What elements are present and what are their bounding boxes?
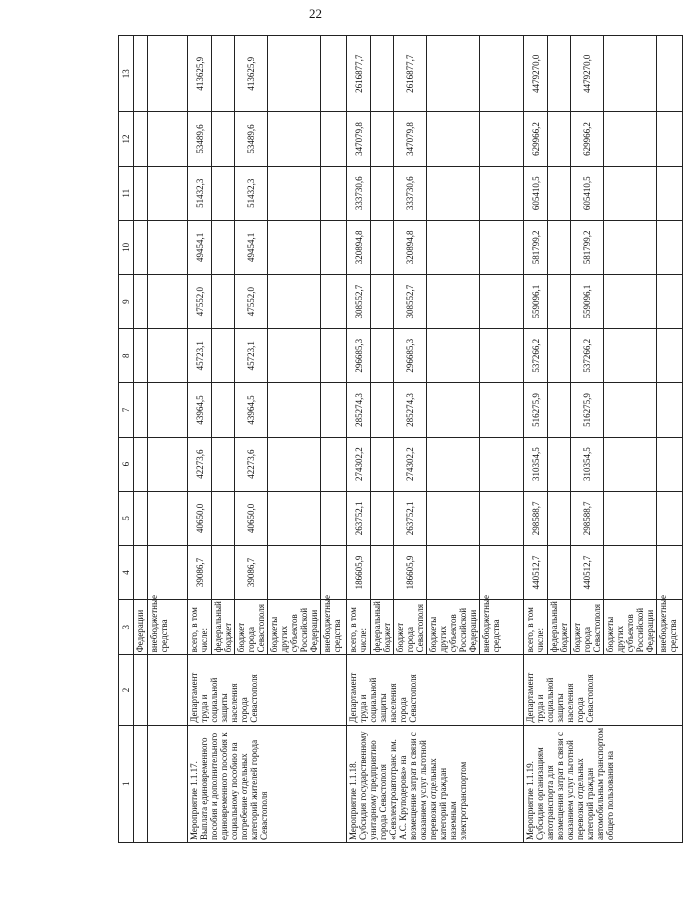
funding-source: внебюджетные средства	[480, 600, 524, 655]
value-cell	[268, 112, 321, 166]
value-cell: 413625,9	[235, 36, 268, 112]
column-number: 12	[119, 112, 134, 166]
column-number: 6	[119, 437, 134, 491]
value-cell: 296685,3	[347, 329, 371, 383]
value-cell	[371, 437, 394, 491]
executor: Департамент труда и социальной защиты населения города Севастополя	[524, 655, 683, 725]
value-cell	[321, 383, 347, 437]
value-cell: 333730,6	[394, 166, 427, 220]
value-cell: 310354,5	[571, 437, 604, 491]
value-cell: 186605,9	[347, 545, 371, 599]
value-cell	[148, 383, 188, 437]
funding-source: бюджет города Севастополя	[571, 600, 604, 655]
funding-source: всего, в том числе:	[524, 600, 548, 655]
value-cell	[657, 275, 683, 329]
value-cell: 559096,1	[524, 275, 548, 329]
value-cell: 308552,7	[347, 275, 371, 329]
value-cell	[212, 275, 235, 329]
activity-name: Мероприятие 1.1.18. Субсидия государственному унитарному предприятию города Севастополя «Севэлектроавтотранс им. А.С. Круподерова» на возмещение затрат в связи с оказанием услуг льготной перевозки отдельных категорий граждан наземным электротранспортом	[347, 725, 524, 842]
value-cell	[427, 383, 480, 437]
activity-row	[188, 36, 212, 843]
value-cell	[604, 545, 657, 599]
value-cell	[427, 220, 480, 274]
value-cell	[148, 437, 188, 491]
value-cell	[480, 545, 524, 599]
value-cell	[371, 545, 394, 599]
funding-source: всего, в том числе:	[347, 600, 371, 655]
value-cell: 42273,6	[188, 437, 212, 491]
funding-source: внебюджетные средства	[148, 600, 188, 655]
value-cell	[548, 437, 571, 491]
value-cell	[548, 329, 571, 383]
value-cell	[427, 166, 480, 220]
value-cell	[134, 329, 148, 383]
value-cell	[548, 383, 571, 437]
value-cell	[548, 112, 571, 166]
value-cell	[427, 36, 480, 112]
value-cell	[427, 545, 480, 599]
funding-source: бюджеты других субъектов Российской Федерации	[604, 600, 657, 655]
value-cell	[371, 36, 394, 112]
activity-name-cell	[134, 725, 148, 842]
value-cell: 516275,9	[571, 383, 604, 437]
value-cell	[321, 220, 347, 274]
value-cell	[148, 329, 188, 383]
value-cell	[371, 220, 394, 274]
value-cell	[321, 36, 347, 112]
value-cell	[657, 166, 683, 220]
value-cell: 347079,8	[347, 112, 371, 166]
value-cell: 47552,0	[235, 275, 268, 329]
value-cell: 42273,6	[235, 437, 268, 491]
value-cell	[604, 491, 657, 545]
value-cell: 49454,1	[188, 220, 212, 274]
value-cell	[548, 166, 571, 220]
column-number: 7	[119, 383, 134, 437]
value-cell: 51432,3	[188, 166, 212, 220]
column-number: 8	[119, 329, 134, 383]
value-cell	[657, 36, 683, 112]
value-cell	[480, 220, 524, 274]
value-cell: 285274,3	[394, 383, 427, 437]
value-cell: 440512,7	[571, 545, 604, 599]
activity-name: Мероприятие 1.1.19. Субсидия организациям автотранспорта для возмещения затрат в связи с оказанием услуг льготной перевозки отдельных категорий граждан автомобильным транспортом общего пользования на	[524, 725, 683, 842]
value-cell	[212, 166, 235, 220]
value-cell	[427, 329, 480, 383]
value-cell: 274302,2	[347, 437, 371, 491]
value-cell: 581799,2	[524, 220, 548, 274]
value-cell: 296685,3	[394, 329, 427, 383]
value-cell	[371, 491, 394, 545]
value-cell: 581799,2	[571, 220, 604, 274]
value-cell	[134, 275, 148, 329]
value-cell: 537266,2	[571, 329, 604, 383]
value-cell	[148, 166, 188, 220]
value-cell	[657, 491, 683, 545]
value-cell: 516275,9	[524, 383, 548, 437]
value-cell	[321, 112, 347, 166]
value-cell	[427, 437, 480, 491]
value-cell	[148, 112, 188, 166]
value-cell	[212, 36, 235, 112]
value-cell	[657, 545, 683, 599]
funding-source: федеральный бюджет	[548, 600, 571, 655]
value-cell	[480, 437, 524, 491]
value-cell: 605410,5	[524, 166, 548, 220]
funding-source: внебюджетные средства	[321, 600, 347, 655]
value-cell: 53489,6	[235, 112, 268, 166]
activity-name: Мероприятие 1.1.17. Выплата единовременного пособия и дополнительного единовременного пособия к социальному пособию на погребение отдельных категорий жителей города Севастополя	[188, 725, 347, 842]
value-cell	[268, 545, 321, 599]
value-cell	[212, 545, 235, 599]
value-cell	[134, 166, 148, 220]
value-cell	[548, 545, 571, 599]
value-cell	[604, 329, 657, 383]
value-cell: 263752,1	[347, 491, 371, 545]
value-cell	[480, 112, 524, 166]
activity-name-cell	[148, 725, 188, 842]
funding-source: бюджет города Севастополя	[235, 600, 268, 655]
value-cell	[321, 437, 347, 491]
value-cell	[321, 491, 347, 545]
column-number: 13	[119, 36, 134, 112]
activity-row	[524, 36, 548, 843]
value-cell	[604, 112, 657, 166]
value-cell	[604, 166, 657, 220]
column-number-row	[119, 36, 134, 843]
value-cell	[148, 545, 188, 599]
value-cell	[268, 329, 321, 383]
funding-source: федеральный бюджет	[371, 600, 394, 655]
column-number: 4	[119, 545, 134, 599]
page-number: 22	[309, 6, 322, 21]
value-cell: 440512,7	[524, 545, 548, 599]
value-cell	[604, 220, 657, 274]
value-cell	[480, 275, 524, 329]
value-cell	[212, 329, 235, 383]
funding-source: бюджеты других субъектов Российской Федерации	[268, 600, 321, 655]
value-cell	[657, 220, 683, 274]
value-cell	[657, 112, 683, 166]
value-cell	[321, 329, 347, 383]
executor-cell	[134, 655, 148, 725]
value-cell: 4479270,0	[571, 36, 604, 112]
value-cell: 4479270,0	[524, 36, 548, 112]
value-cell	[548, 275, 571, 329]
value-cell: 53489,6	[188, 112, 212, 166]
value-cell	[212, 112, 235, 166]
value-cell: 347079,8	[394, 112, 427, 166]
value-cell	[480, 383, 524, 437]
value-cell: 308552,7	[394, 275, 427, 329]
value-cell	[604, 437, 657, 491]
value-cell: 274302,2	[394, 437, 427, 491]
value-cell	[371, 166, 394, 220]
column-number: 5	[119, 491, 134, 545]
value-cell	[480, 491, 524, 545]
value-cell	[427, 275, 480, 329]
value-cell	[268, 491, 321, 545]
value-cell: 629966,2	[571, 112, 604, 166]
value-cell: 45723,1	[188, 329, 212, 383]
value-cell: 45723,1	[235, 329, 268, 383]
value-cell: 333730,6	[347, 166, 371, 220]
value-cell	[148, 220, 188, 274]
value-cell: 43964,5	[235, 383, 268, 437]
value-cell	[371, 329, 394, 383]
value-cell	[268, 383, 321, 437]
value-cell	[134, 491, 148, 545]
budget-table	[118, 35, 683, 843]
value-cell: 310354,5	[524, 437, 548, 491]
funding-source: внебюджетные средства	[657, 600, 683, 655]
value-cell: 413625,9	[188, 36, 212, 112]
value-cell: 47552,0	[188, 275, 212, 329]
rotated-table-container	[118, 35, 678, 843]
value-cell	[427, 112, 480, 166]
column-number: 9	[119, 275, 134, 329]
value-cell	[480, 329, 524, 383]
value-cell: 263752,1	[394, 491, 427, 545]
value-cell	[268, 36, 321, 112]
value-cell	[148, 275, 188, 329]
value-cell	[134, 220, 148, 274]
value-cell: 298588,7	[571, 491, 604, 545]
value-cell: 605410,5	[571, 166, 604, 220]
value-cell	[480, 166, 524, 220]
funding-source: федеральный бюджет	[212, 600, 235, 655]
value-cell	[371, 112, 394, 166]
carryover-row	[148, 36, 188, 843]
value-cell	[268, 166, 321, 220]
value-cell	[148, 491, 188, 545]
value-cell	[548, 36, 571, 112]
value-cell	[371, 275, 394, 329]
column-number: 11	[119, 166, 134, 220]
executor: Департамент труда и социальной защиты населения города Севастополя	[188, 655, 347, 725]
value-cell	[427, 491, 480, 545]
value-cell	[321, 275, 347, 329]
value-cell	[604, 383, 657, 437]
value-cell: 320894,8	[347, 220, 371, 274]
carryover-row	[134, 36, 148, 843]
value-cell	[548, 220, 571, 274]
value-cell	[134, 36, 148, 112]
column-number: 1	[119, 725, 134, 842]
value-cell: 320894,8	[394, 220, 427, 274]
table-body	[134, 36, 683, 843]
column-number: 2	[119, 655, 134, 725]
value-cell	[212, 491, 235, 545]
value-cell: 39086,7	[235, 545, 268, 599]
value-cell	[268, 220, 321, 274]
value-cell	[134, 545, 148, 599]
value-cell: 559096,1	[571, 275, 604, 329]
value-cell	[212, 383, 235, 437]
column-number: 10	[119, 220, 134, 274]
value-cell: 39086,7	[188, 545, 212, 599]
value-cell	[212, 437, 235, 491]
value-cell: 186605,9	[394, 545, 427, 599]
value-cell	[548, 491, 571, 545]
value-cell	[657, 437, 683, 491]
value-cell	[371, 383, 394, 437]
value-cell	[321, 166, 347, 220]
value-cell: 629966,2	[524, 112, 548, 166]
value-cell	[321, 545, 347, 599]
value-cell	[268, 437, 321, 491]
column-number: 3	[119, 600, 134, 655]
value-cell	[480, 36, 524, 112]
value-cell: 537266,2	[524, 329, 548, 383]
value-cell: 40650,0	[188, 491, 212, 545]
executor-cell	[148, 655, 188, 725]
value-cell	[657, 383, 683, 437]
value-cell: 40650,0	[235, 491, 268, 545]
value-cell: 51432,3	[235, 166, 268, 220]
value-cell	[268, 275, 321, 329]
value-cell	[134, 437, 148, 491]
value-cell: 2616877,7	[347, 36, 371, 112]
executor: Департамент труда и социальной защиты населения города Севастополя	[347, 655, 524, 725]
activity-row	[347, 36, 371, 843]
value-cell: 2616877,7	[394, 36, 427, 112]
funding-source: бюджеты других субъектов Российской Федерации	[427, 600, 480, 655]
value-cell	[212, 220, 235, 274]
value-cell	[134, 383, 148, 437]
funding-source: всего, в том числе:	[188, 600, 212, 655]
funding-source: бюджет города Севастополя	[394, 600, 427, 655]
value-cell	[134, 112, 148, 166]
value-cell: 285274,3	[347, 383, 371, 437]
funding-source: Федерации	[134, 600, 148, 655]
value-cell: 298588,7	[524, 491, 548, 545]
value-cell: 43964,5	[188, 383, 212, 437]
value-cell: 49454,1	[235, 220, 268, 274]
value-cell	[657, 329, 683, 383]
value-cell	[148, 36, 188, 112]
value-cell	[604, 275, 657, 329]
value-cell	[604, 36, 657, 112]
